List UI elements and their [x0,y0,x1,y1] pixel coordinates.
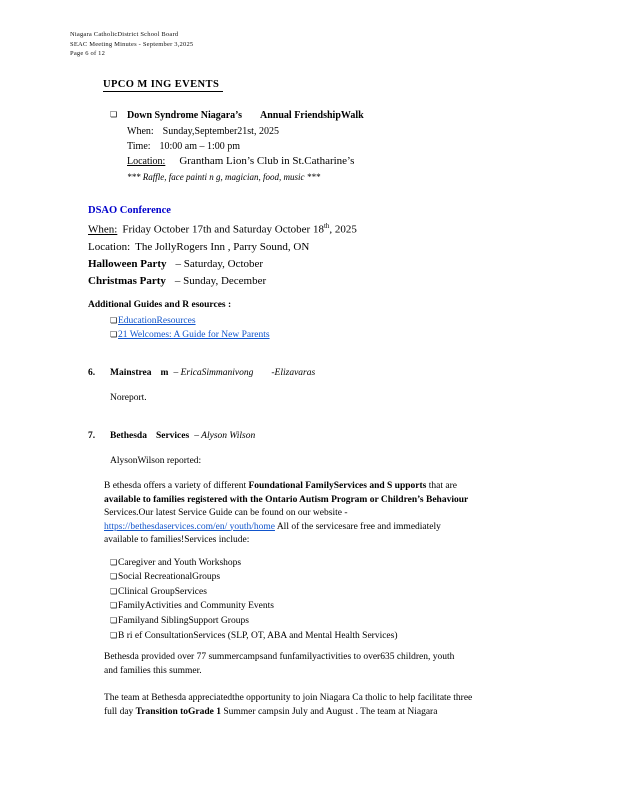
service-label: Clinical GroupServices [118,587,207,597]
checkbox-icon: ❏ [110,601,118,610]
time-label: Time: [127,141,151,152]
christmas-party [88,275,266,287]
dsao-when-label: When: [88,223,118,236]
service-label: Caregiver and Youth Workshops [118,558,242,568]
bethesda-p1-line5: available to families!Services include: [104,535,250,545]
bethesda-paragraph-1 [104,480,574,548]
checkbox-icon: ❏ [110,316,118,325]
service-label: Social RecreationalGroups [118,572,221,582]
event-downsyndrome-when [127,126,279,137]
bethesda-paragraph-3 [104,692,574,719]
additional-guide-item-1[interactable] [110,316,196,326]
section-6-title [110,368,315,378]
section-7-title-bold: Bethesda [110,431,147,441]
dsao-location [88,241,309,253]
checkbox-icon: ❏ [110,110,118,119]
time-value: 10:00 am – 1:00 pm [159,141,241,152]
dsao-when-sup: th [323,222,330,230]
bethesda-p2-line1: Bethesda provided over 77 summercampsand funfamilyactivities to over635 children, youth [104,652,455,662]
section-7-number: 7. [88,431,96,441]
header-line-1: Niagara CatholicDistrict School Board [70,31,179,38]
section-7-intro: AlysonWilson reported: [110,456,202,466]
header-line-3: Page 6 of 12 [70,50,106,57]
new-parents-guide-link[interactable]: 21 Welcomes: A Guide for New Parents [118,330,270,340]
checkbox-icon: ❏ [110,572,118,581]
dsao-conference-heading: DSAO Conference [88,205,171,216]
event-downsyndrome-note: *** Raffle, face painti n g, magician, food, music *** [127,172,321,182]
service-list-item-1 [110,558,241,568]
service-label: Familyand SiblingSupport Groups [118,616,249,626]
header-line-2: SEAC Meeting Minutes - September 3,2025 [70,40,194,48]
p1-line3a: Services.Our latest Service Guide can be found on our website - [104,508,348,518]
event-downsyndrome-time [127,141,240,152]
checkbox-icon: ❏ [110,631,118,640]
dsao-when-tail: , 2025 [329,223,357,236]
section-7-title-italic: – Alyson Wilson [194,431,256,441]
section-6-title-bold: Mainstrea [110,368,152,378]
bethesda-paragraph-2 [104,651,574,678]
event-title-part2: Annual FriendshipWalk [260,110,364,121]
bethesda-p1-line1 [104,480,574,494]
p3-line2-bold: Transition toGrade 1 [135,706,221,717]
event-title-part1: Down Syndrome Niagara’s [127,110,243,121]
christmas-label: Christmas Party [88,275,166,287]
location-value: Grantham Lion’s Club in St.Catharine’s [179,155,355,167]
section-6-title-italic: – EricaSimmanivong [173,368,254,378]
service-list-item-6 [110,631,398,641]
location-label: Location: [127,156,166,167]
document-header [70,30,193,59]
section-7-title-bold2: Services [155,431,190,441]
additional-guides-heading: Additional Guides and R esources : [88,300,232,310]
section-7-title [110,431,255,441]
dsao-location-value: The JollyRogers Inn , Parry Sound, ON [135,241,310,253]
checkbox-icon: ❏ [110,616,118,625]
bethesda-website-link[interactable]: https://bethesdaservices.com/en/ youth/home [104,521,275,532]
halloween-party [88,258,263,270]
halloween-label: Halloween Party [88,258,167,270]
dsao-when [88,222,357,236]
service-label: B ri ef ConsultationServices (SLP, OT, ABA and Mental Health Services) [118,631,398,641]
p3-line2b: Summer campsin July and August . The team at Niagara [221,706,438,717]
dsao-when-value: Friday October 17th and Saturday October 18 [122,223,324,236]
checkbox-icon: ❏ [110,587,118,596]
bethesda-p2-line2: and families this summer. [104,665,202,676]
section-6-body: Noreport. [110,393,147,403]
service-list-item-3 [110,587,207,597]
checkbox-icon: ❏ [110,330,118,339]
christmas-value: – Sunday, December [174,275,267,287]
section-6-title-bold2: m [160,368,169,378]
event-downsyndrome-location [127,155,354,167]
bethesda-p1-line3 [104,507,574,521]
service-label: FamilyActivities and Community Events [118,601,274,611]
when-suffix: st, 2025 [247,126,279,137]
dsao-location-label: Location: [88,241,131,253]
bethesda-p3-line1: The team at Bethesda appreciatedthe opportunity to join Niagara Ca tholic to help facilitate three [104,693,473,703]
p1-seg1: B ethesda offers a variety of different [104,481,249,491]
service-list-item-2 [110,572,220,582]
checkbox-icon: ❏ [110,558,118,567]
upcoming-events-heading: UPCO M ING EVENTS [103,79,223,92]
event-downsyndrome-title [127,110,364,121]
section-6-number: 6. [88,368,96,378]
halloween-value: – Saturday, October [175,258,264,270]
service-list-item-5 [110,616,249,626]
bethesda-p1-line2: available to families registered with the Ontario Autism Program or Children’s Behaviour [104,494,469,505]
when-value: Sunday,September21 [162,126,248,137]
p1-seg2: that are [426,481,457,491]
when-label: When: [127,126,154,137]
service-list-item-4 [110,601,274,611]
event-downsyndrome-bullet [110,110,118,121]
section-6-title-italic2: -Elizavaras [271,368,316,378]
p1-seg1-bold: Foundational FamilyServices and S upports [248,481,427,491]
bethesda-p1-line4 [104,521,574,535]
p1-line3b: All of the servicesare free and immediately [274,521,441,532]
bethesda-p3-line2 [104,706,574,720]
p3-line2a: full day [104,706,136,717]
additional-guide-item-2[interactable] [110,330,270,340]
education-resources-link[interactable]: EducationResources [118,316,196,326]
